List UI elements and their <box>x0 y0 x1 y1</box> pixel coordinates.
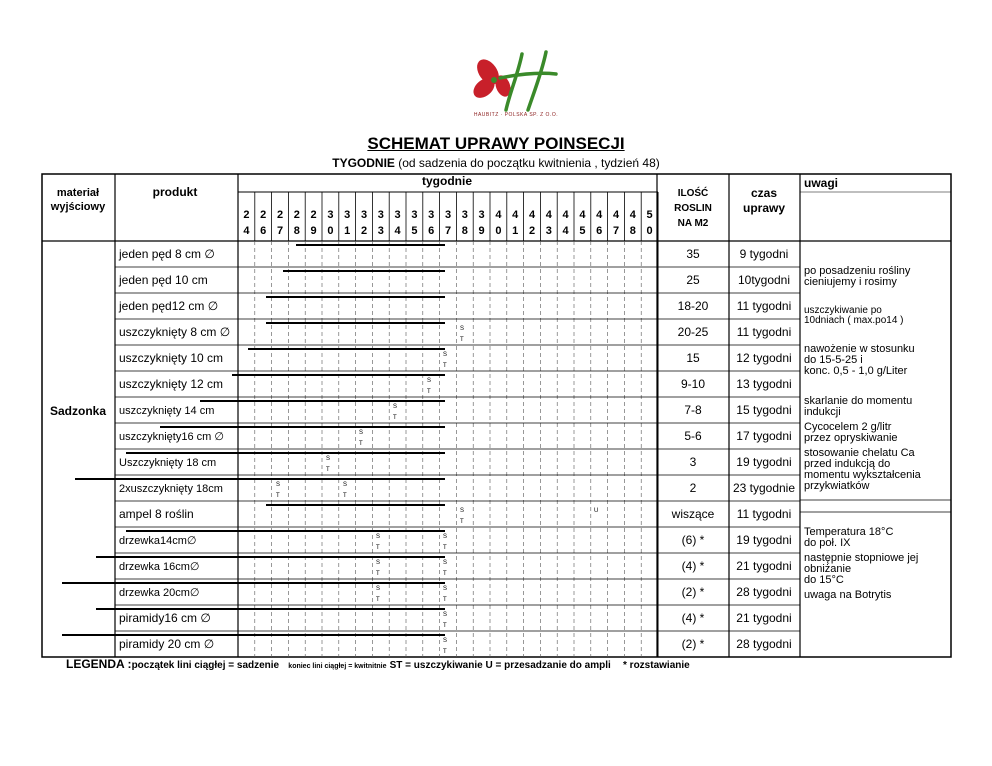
row-time: 17 tygodni <box>736 429 792 443</box>
pinch-marker: S <box>443 586 448 592</box>
row-time: 9 tygodni <box>739 247 789 261</box>
week-number-units: 3 <box>545 225 552 237</box>
row-plants: 3 <box>689 455 697 469</box>
pinch-marker: S <box>376 586 381 592</box>
pinch-marker-t: T <box>376 545 380 551</box>
material-label: Sadzonka <box>49 404 107 418</box>
week-number-units: 0 <box>327 225 334 237</box>
legend-label: LEGENDA : <box>66 657 132 671</box>
row-time: 19 tygodni <box>736 533 792 547</box>
pinch-marker-t: T <box>393 415 397 421</box>
row-plants: (4) * <box>681 559 705 573</box>
note-text: stosowanie chelatu Ca przed indukcją do momentu wykształcenia przykwiatków <box>804 447 921 492</box>
pinch-marker-t: T <box>443 597 447 603</box>
note-text: Temperatura 18°C do poł. IX <box>804 526 894 549</box>
pinch-marker: U <box>594 508 599 514</box>
pinch-marker: S <box>359 430 364 436</box>
col-plants-header-2: ROSLIN <box>674 203 712 214</box>
row-plants: wiszące <box>671 507 715 521</box>
row-plants: (2) * <box>681 637 705 651</box>
week-number-units: 4 <box>562 225 569 237</box>
pinch-marker-t: T <box>443 649 447 655</box>
week-number-tens: 3 <box>344 209 351 221</box>
row-time: 11 tygodni <box>736 507 792 521</box>
week-number-units: 9 <box>478 225 485 237</box>
col-material-header: materiał <box>56 187 100 199</box>
row-plants: 15 <box>686 351 700 365</box>
row-plants: 35 <box>686 247 700 261</box>
subtitle-rest: (od sadzenia do początku kwitnienia , tydzień 48) <box>394 156 660 170</box>
pinch-marker: S <box>443 560 448 566</box>
week-number-tens: 4 <box>528 209 536 221</box>
week-number-units: 2 <box>528 225 536 237</box>
week-number-units: 0 <box>646 225 653 237</box>
week-number-tens: 3 <box>478 209 485 221</box>
col-weeks-header: tygodnie <box>422 174 472 188</box>
legend-item-pinching: ST = uszczykiwanie U = przesadzanie do ampli <box>389 660 611 671</box>
week-number-tens: 4 <box>512 209 519 221</box>
row-time: 28 tygodni <box>736 585 792 599</box>
row-product: drzewka 16cm∅ <box>119 561 200 573</box>
row-plants: 5-6 <box>684 429 702 443</box>
week-number-tens: 3 <box>394 209 401 221</box>
week-number-tens: 4 <box>579 209 586 221</box>
row-time: 28 tygodni <box>736 637 792 651</box>
page-title: SCHEMAT UPRAWY POINSECJI <box>367 134 625 153</box>
note-text: Cycocelem 2 g/litr przez opryskiwanie <box>804 421 898 444</box>
week-number-tens: 2 <box>260 209 267 221</box>
legend-item-spacing: * rozstawianie <box>623 660 690 671</box>
row-plants: (4) * <box>681 611 705 625</box>
week-number-tens: 3 <box>360 209 368 221</box>
week-number-units: 2 <box>360 225 368 237</box>
row-time: 19 tygodni <box>736 455 792 469</box>
col-notes-header: uwagi <box>804 176 839 190</box>
row-product: uszczyknięty16 cm ∅ <box>119 431 224 443</box>
week-number-tens: 3 <box>377 209 384 221</box>
row-product: uszczyknięty 12 cm <box>119 377 224 391</box>
row-product: jeden pęd 8 cm ∅ <box>119 247 215 261</box>
row-product: piramidy16 cm ∅ <box>119 611 211 625</box>
legend <box>66 657 690 671</box>
pinch-marker: S <box>460 508 465 514</box>
week-number-units: 8 <box>629 225 636 237</box>
week-number-units: 9 <box>310 225 317 237</box>
row-product: Uszczyknięty 18 cm <box>119 457 217 469</box>
pinch-marker-t: T <box>460 337 464 343</box>
pinch-marker-t: T <box>376 597 380 603</box>
subtitle-bold: TYGODNIE <box>332 156 395 170</box>
week-number-tens: 3 <box>411 209 418 221</box>
week-number-tens: 3 <box>327 209 334 221</box>
row-plants: 7-8 <box>684 403 702 417</box>
week-number-units: 1 <box>344 225 351 237</box>
row-plants: 25 <box>686 273 700 287</box>
week-number-tens: 2 <box>310 209 317 221</box>
row-product: jeden pęd 10 cm <box>119 273 208 287</box>
note-text: następnie stopniowe jej obniżanie do 15°C <box>804 552 919 586</box>
pinch-marker-t: T <box>343 493 347 499</box>
row-time: 11 tygodni <box>736 325 792 339</box>
week-number-tens: 4 <box>596 209 603 221</box>
pinch-marker: S <box>443 352 448 358</box>
row-time: 15 tygodni <box>736 403 792 417</box>
week-number-units: 4 <box>394 225 401 237</box>
row-plants: 2 <box>689 481 697 495</box>
row-product: uszczyknięty 10 cm <box>119 351 224 365</box>
row-product: drzewka14cm∅ <box>119 535 197 547</box>
week-number-tens: 2 <box>243 209 250 221</box>
row-plants: 20-25 <box>677 325 709 339</box>
week-number-units: 7 <box>444 225 452 237</box>
week-number-tens: 4 <box>562 209 569 221</box>
week-number-tens: 3 <box>461 209 468 221</box>
col-plants-header: ILOŚĆ <box>677 188 709 199</box>
row-time: 10tygodni <box>737 273 791 287</box>
pinch-marker: S <box>427 378 432 384</box>
row-product: drzewka 20cm∅ <box>119 587 200 599</box>
week-number-tens: 3 <box>444 209 452 221</box>
note-text: po posadzeniu rośliny cieniujemy i rosimy <box>804 265 911 288</box>
row-time: 11 tygodni <box>736 299 792 313</box>
pinch-marker-t: T <box>460 519 464 525</box>
row-product: uszczyknięty 14 cm <box>119 405 215 417</box>
week-number-units: 7 <box>276 225 284 237</box>
pinch-marker-t: T <box>443 363 447 369</box>
week-number-units: 4 <box>243 225 250 237</box>
week-number-tens: 4 <box>545 209 552 221</box>
week-number-tens: 5 <box>646 209 653 221</box>
row-plants: (6) * <box>681 533 705 547</box>
col-plants-header-3: NA M2 <box>677 218 709 229</box>
pinch-marker-t: T <box>427 389 431 395</box>
pinch-marker: S <box>460 326 465 332</box>
week-number-tens: 3 <box>428 209 435 221</box>
week-number-units: 6 <box>260 225 267 237</box>
row-product: 2xuszczyknięty 18cm <box>119 483 223 495</box>
pinch-marker-t: T <box>326 467 330 473</box>
pinch-marker: S <box>393 404 398 410</box>
pinch-marker-t: T <box>376 571 380 577</box>
col-time-header: czas <box>750 186 778 200</box>
row-product: jeden pęd12 cm ∅ <box>119 299 219 313</box>
pinch-marker-t: T <box>443 571 447 577</box>
row-time: 21 tygodni <box>736 559 792 573</box>
pinch-marker-t: T <box>443 623 447 629</box>
row-product: ampel 8 roślin <box>119 507 194 521</box>
pinch-marker-t: T <box>359 441 363 447</box>
week-number-units: 7 <box>612 225 620 237</box>
note-text: uwaga na Botrytis <box>804 589 892 601</box>
logo-company-name: HAUBITZ · POLSKA SP. Z O.O. <box>473 112 559 118</box>
col-material-header-2: wyjściowy <box>50 201 106 213</box>
row-plants: 18-20 <box>677 299 709 313</box>
week-number-tens: 4 <box>495 209 502 221</box>
week-number-tens: 2 <box>293 209 300 221</box>
week-number-units: 5 <box>411 225 418 237</box>
pinch-marker: S <box>376 560 381 566</box>
pinch-marker: S <box>326 456 331 462</box>
pinch-marker: S <box>376 534 381 540</box>
week-number-units: 8 <box>293 225 300 237</box>
legend-item-planting: początek lini ciągłej = sadzenie <box>131 660 280 671</box>
row-plants: (2) * <box>681 585 705 599</box>
pinch-marker-t: T <box>276 493 280 499</box>
row-time: 12 tygodni <box>736 351 792 365</box>
pinch-marker: S <box>343 482 348 488</box>
row-product: piramidy 20 cm ∅ <box>119 637 215 651</box>
legend-item-flowering: koniec lini ciągłej = kwitnitnie <box>288 663 387 670</box>
week-number-tens: 2 <box>276 209 284 221</box>
row-time: 13 tygodni <box>736 377 792 391</box>
week-number-units: 5 <box>579 225 586 237</box>
row-plants: 9-10 <box>680 377 706 391</box>
note-text: skarlanie do momentu indukcji <box>804 395 913 418</box>
pinch-marker-t: T <box>443 545 447 551</box>
week-number-units: 8 <box>461 225 468 237</box>
row-product: uszczyknięty 8 cm ∅ <box>119 325 231 339</box>
pinch-marker: S <box>443 534 448 540</box>
week-number-units: 3 <box>377 225 384 237</box>
pinch-marker: S <box>443 612 448 618</box>
note-text: uszczykiwanie po 10dniach ( max.po14 ) <box>804 305 904 326</box>
note-text: nawożenie w stosunku do 15-5-25 i konc. 0,5 - 1,0 g/Liter <box>804 343 915 377</box>
week-number-units: 6 <box>596 225 603 237</box>
week-number-units: 0 <box>495 225 502 237</box>
row-time: 21 tygodni <box>736 611 792 625</box>
week-number-units: 1 <box>512 225 519 237</box>
col-time-header-2: uprawy <box>742 201 786 215</box>
col-product-header: produkt <box>152 185 198 199</box>
pinch-marker: S <box>443 638 448 644</box>
week-number-tens: 4 <box>612 209 620 221</box>
row-time: 23 tygodnie <box>732 481 796 495</box>
pinch-marker: S <box>276 482 281 488</box>
week-number-units: 6 <box>428 225 435 237</box>
week-number-tens: 4 <box>629 209 636 221</box>
